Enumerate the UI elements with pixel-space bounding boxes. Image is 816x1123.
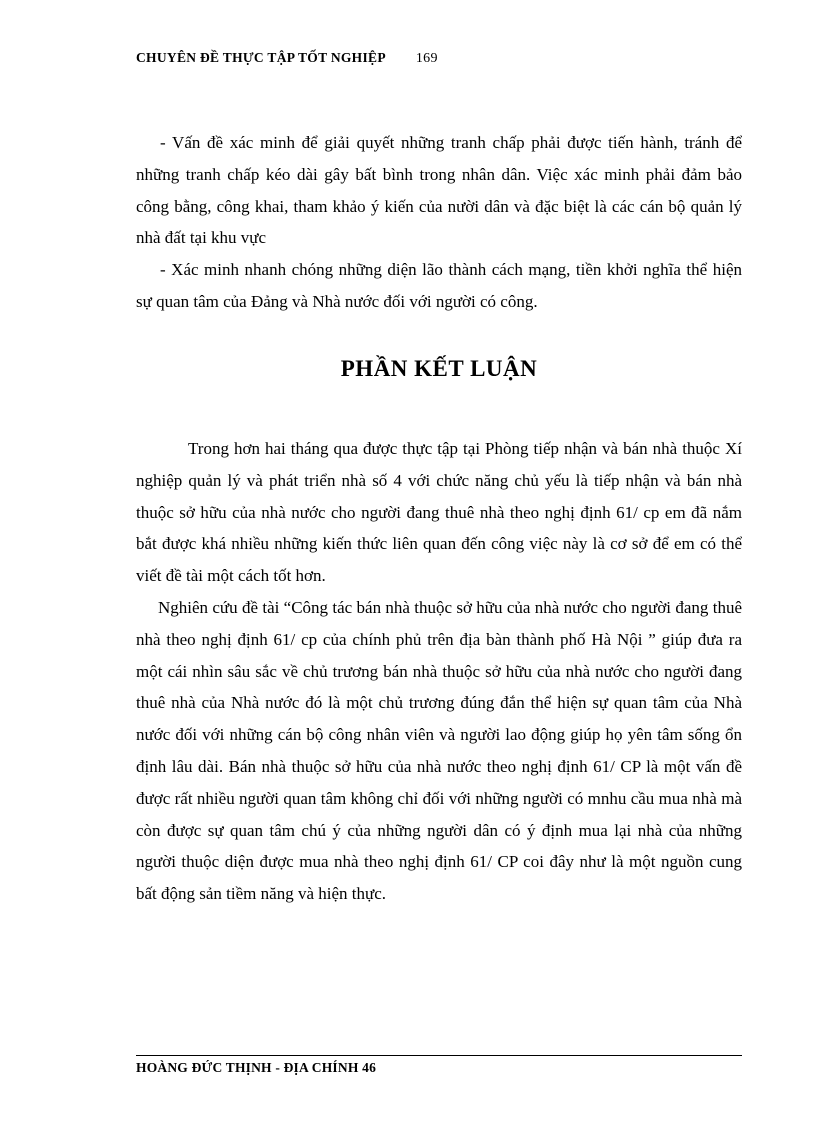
conclusion-text-block (136, 433, 742, 910)
paragraph-dispute-verification: - Vấn đề xác minh để giải quyết những tranh chấp phải được tiến hành, tránh để những tranh chấp kéo dài gây bất bình trong nhân dân. Việc xác minh phải đảm bảo công bằng, công khai, tham khảo ý kiến của nười dân và đặc biệt là các cán bộ quản lý nhà đất tại khu vực (136, 133, 742, 248)
page-number: 169 (415, 51, 438, 66)
footer-divider (136, 1055, 742, 1056)
header-title: CHUYÊN ĐỀ THỰC TẬP TỐT NGHIỆP (136, 50, 386, 65)
paragraph-veteran-verification: - Xác minh nhanh chóng những diện lão thành cách mạng, tiền khởi nghĩa thể hiện sự quan tâm của Đảng và Nhà nước đối với người có công. (136, 260, 742, 311)
paragraph-internship-summary: Trong hơn hai tháng qua được thực tập tại Phòng tiếp nhận và bán nhà thuộc Xí nghiệp quản lý và phát triển nhà số 4 với chức năng chủ yếu là tiếp nhận và bán nhà thuộc sở hữu của nhà nước cho người đang thuê nhà theo nghị định 61/ cp em đã nắm bắt được khá nhiều những kiến thức liên quan đến công việc này là cơ sở để em có thể viết đề tài một cách tốt hơn. (136, 439, 742, 586)
section-title: PHẦN KẾT LUẬN (340, 356, 538, 381)
paragraph-research-summary: Nghiên cứu đề tài “Công tác bán nhà thuộc sở hữu của nhà nước cho người đang thuê nhà theo nghị định 61/ cp của chính phủ trên địa bàn thành phố Hà Nội ” giúp đưa ra một cái nhìn sâu sắc về chủ trương bán nhà thuộc sở hữu của nhà nước cho người đang thuê nhà của Nhà nước đó là một chủ trương đúng đắn thể hiện sự quan tâm của Nhà nước đối với những cán bộ công nhân viên và người lao động giúp họ yên tâm sống ổn định lâu dài. Bán nhà thuộc sở hữu của nhà nước theo nghị định 61/ CP là một vấn đề được rất nhiều người quan tâm không chỉ đối với những người có mnhu cầu mua nhà mà còn được sự quan tâm chú ý của những người dân có ý định mua lại nhà của những người thuộc diện được mua nhà theo nghị định 61/ CP coi đây như là một nguồn cung bất động sản tiềm năng và hiện thực. (136, 597, 742, 904)
top-text-block (136, 127, 742, 318)
page-header (136, 50, 742, 67)
page-footer: HOÀNG ĐỨC THỊNH - ĐỊA CHÍNH 46 (136, 1060, 377, 1075)
